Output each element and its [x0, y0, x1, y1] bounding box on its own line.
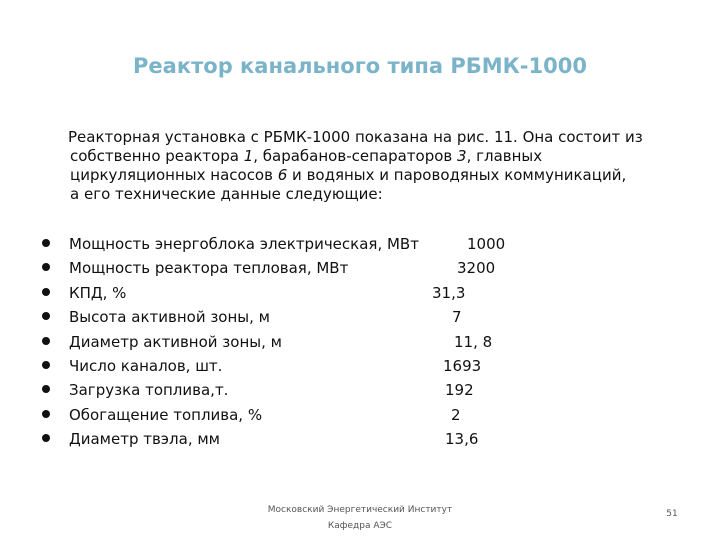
bullet-icon — [42, 434, 50, 442]
footer — [250, 502, 470, 534]
bullet-icon — [42, 239, 50, 247]
spec-value: 11, 8 — [454, 332, 493, 351]
figure-ref-1: 1 — [243, 147, 254, 165]
spec-label: Число каналов, шт. — [69, 356, 223, 375]
slide-title: Реактор канального типа РБМК-1000 — [133, 54, 587, 78]
figure-ref-6: 6 — [277, 166, 288, 184]
intro-paragraph — [60, 128, 700, 204]
spec-item — [42, 380, 602, 404]
spec-item — [42, 234, 602, 258]
spec-value: 1000 — [467, 235, 506, 253]
spec-value: 192 — [445, 381, 474, 400]
spec-label: КПД, % — [69, 283, 127, 302]
spec-value: 13,6 — [445, 430, 479, 449]
spec-item — [42, 429, 602, 453]
spec-item — [42, 356, 602, 380]
spec-value: 7 — [452, 308, 462, 327]
intro-text: и водяных и пароводяных коммуникаций, — [287, 166, 627, 184]
spec-label: Диаметр твэла, мм — [69, 430, 220, 449]
spec-item — [42, 332, 602, 356]
spec-label: Обогащение топлива, % — [69, 405, 263, 424]
footer-department: Кафедра АЭС — [327, 521, 393, 531]
spec-item — [42, 405, 602, 429]
intro-text: , барабанов-сепараторов — [253, 147, 458, 165]
spec-label: Высота активной зоны, м — [69, 308, 270, 327]
bullet-icon — [42, 410, 50, 418]
spec-item — [42, 307, 602, 331]
spec-label: Мощность реактора тепловая, МВт — [69, 259, 349, 278]
footer-institute: Московский Энергетический Институт — [267, 505, 453, 515]
intro-line-3 — [60, 166, 700, 185]
spec-value: 2 — [451, 405, 461, 424]
spec-value: 31,3 — [432, 283, 466, 302]
intro-text: собственно реактора — [70, 147, 244, 165]
spec-item — [42, 283, 602, 307]
spec-item — [42, 258, 602, 282]
intro-line-2 — [60, 147, 700, 166]
bullet-icon — [42, 361, 50, 369]
bullet-icon — [42, 385, 50, 393]
bullet-icon — [42, 312, 50, 320]
bullet-icon — [42, 288, 50, 296]
figure-ref-3: 3 — [457, 147, 467, 165]
spec-value: 3200 — [457, 259, 496, 278]
spec-label: Мощность энергоблока электрическая, МВт — [69, 235, 419, 253]
spec-label: Загрузка топлива,т. — [69, 381, 229, 400]
spec-list — [42, 234, 602, 454]
bullet-icon — [42, 337, 50, 345]
intro-line-4: а его технические данные следующие: — [70, 185, 383, 203]
spec-label: Диаметр активной зоны, м — [69, 332, 282, 351]
intro-text: циркуляционных насосов — [70, 166, 278, 184]
page-number: 51 — [666, 509, 678, 519]
intro-text: , главных — [466, 147, 543, 165]
spec-value: 1693 — [443, 356, 482, 375]
bullet-icon — [42, 263, 50, 271]
intro-line-1: Реакторная установка с РБМК-1000 показана на рис. 11. Она состоит из — [68, 128, 643, 146]
